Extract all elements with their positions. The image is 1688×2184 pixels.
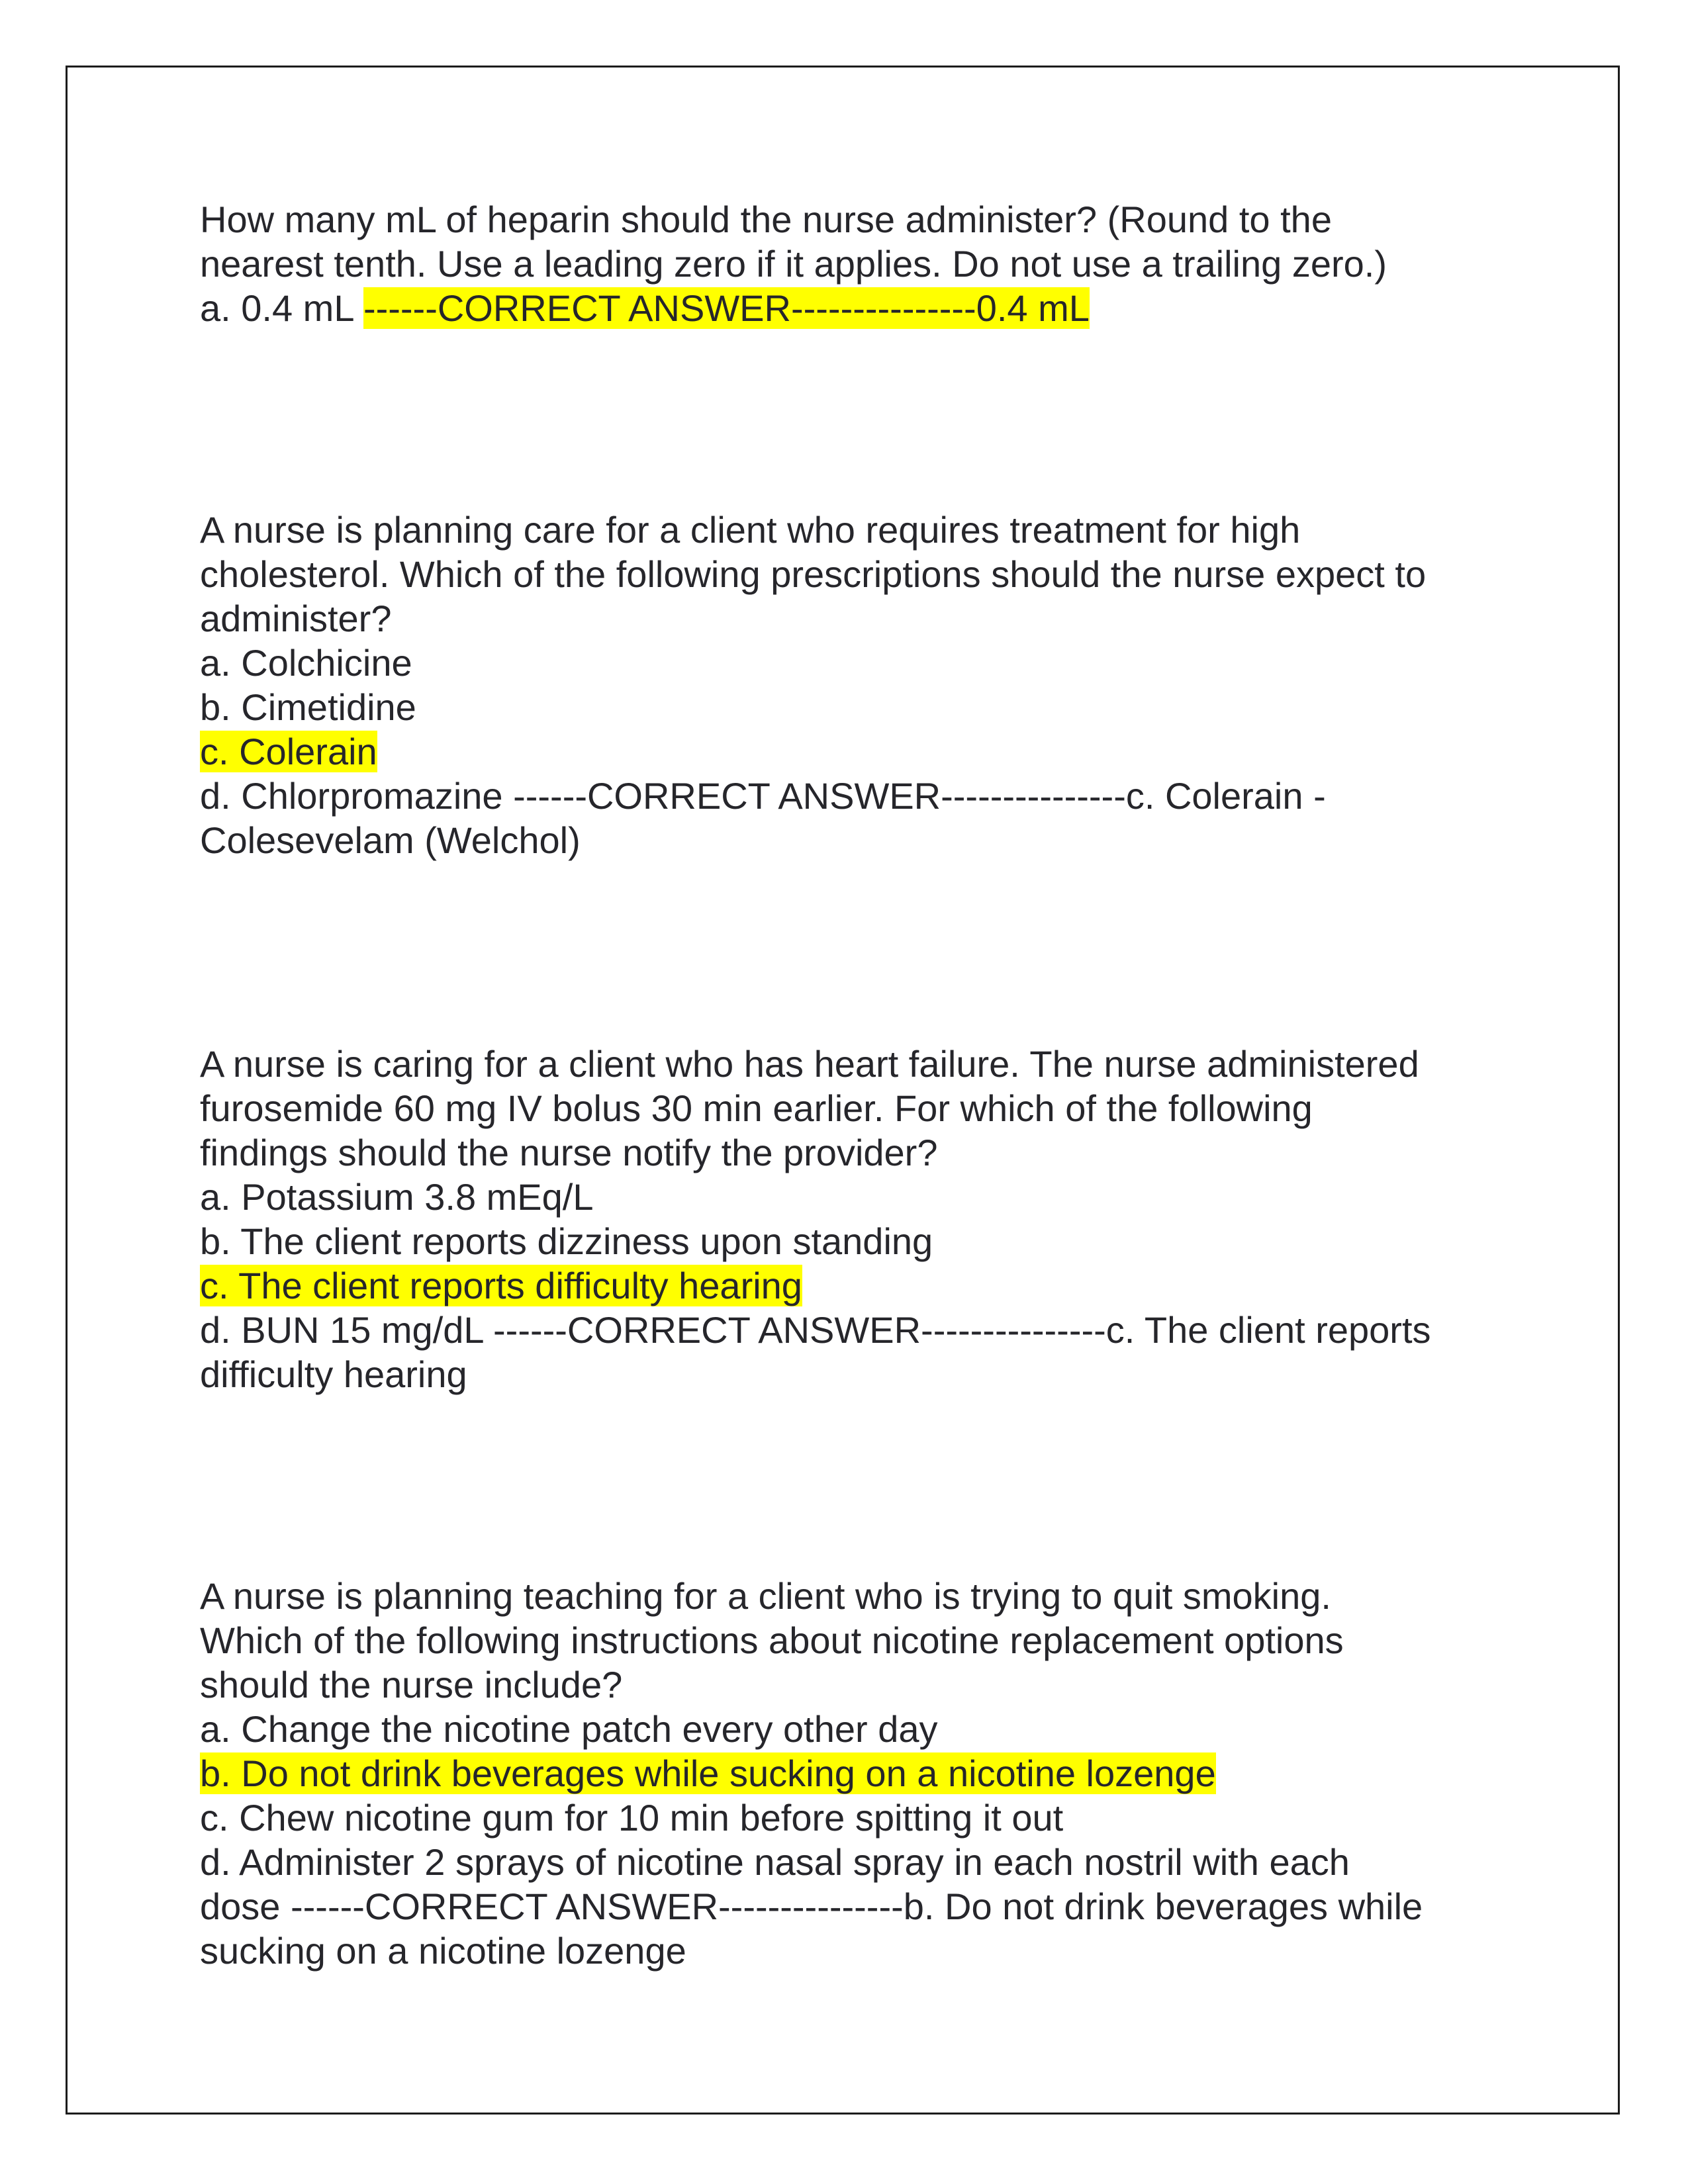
question-text-line: A nurse is planning teaching for a client who is trying to quit smoking. bbox=[200, 1575, 1331, 1617]
question-spacer bbox=[200, 862, 1511, 1042]
correct-answer-highlight: b. Do not drink beverages while sucking on a nicotine lozenge bbox=[200, 1752, 1216, 1794]
answer-option-d: d. BUN 15 mg/dL ------CORRECT ANSWER---------------c. The client reports bbox=[200, 1309, 1431, 1351]
question-text-line: How many mL of heparin should the nurse administer? (Round to the bbox=[200, 199, 1332, 240]
answer-option-c bbox=[200, 1263, 1511, 1308]
question-text-line: A nurse is caring for a client who has heart failure. The nurse administered bbox=[200, 1043, 1419, 1085]
question-text-line: Which of the following instructions about nicotine replacement options bbox=[200, 1619, 1344, 1661]
answer-option-b bbox=[200, 1751, 1511, 1796]
question-text-line: A nurse is planning care for a client who requires treatment for high bbox=[200, 509, 1301, 551]
answer-explanation: sucking on a nicotine lozenge bbox=[200, 1930, 686, 1972]
question-spacer bbox=[200, 1396, 1511, 1574]
correct-answer-highlight: c. The client reports difficulty hearing bbox=[200, 1265, 802, 1306]
correct-answer-highlight: c. Colerain bbox=[200, 731, 377, 772]
answer-option: a. 0.4 mL bbox=[200, 287, 363, 329]
answer-option-a: a. Colchicine bbox=[200, 642, 412, 684]
question-text-line: cholesterol. Which of the following prescriptions should the nurse expect to bbox=[200, 553, 1427, 595]
answer-option-a: a. Change the nicotine patch every other day bbox=[200, 1708, 938, 1750]
answer-option-d: d. Chlorpromazine ------CORRECT ANSWER---------------c. Colerain - bbox=[200, 775, 1326, 817]
question-3 bbox=[200, 1042, 1511, 1396]
question-2 bbox=[200, 508, 1511, 862]
answer-option-c bbox=[200, 729, 1511, 774]
answer-option-d-continued: dose ------CORRECT ANSWER---------------b. Do not drink beverages while bbox=[200, 1886, 1423, 1927]
answer-explanation: Colesevelam (Welchol) bbox=[200, 819, 581, 861]
question-1 bbox=[200, 197, 1511, 330]
question-text-line: furosemide 60 mg IV bolus 30 min earlier. For which of the following bbox=[200, 1087, 1313, 1129]
question-text-line: should the nurse include? bbox=[200, 1664, 623, 1706]
question-text-line: findings should the nurse notify the provider? bbox=[200, 1132, 938, 1173]
answer-option-c: c. Chew nicotine gum for 10 min before spitting it out bbox=[200, 1797, 1064, 1839]
question-4 bbox=[200, 1574, 1511, 1973]
question-spacer bbox=[200, 330, 1511, 508]
question-text-line: nearest tenth. Use a leading zero if it applies. Do not use a trailing zero.) bbox=[200, 243, 1387, 285]
answer-option-a: a. Potassium 3.8 mEq/L bbox=[200, 1176, 594, 1218]
answer-explanation: difficulty hearing bbox=[200, 1353, 467, 1395]
document-body bbox=[200, 197, 1511, 1973]
correct-answer-highlight: ------CORRECT ANSWER---------------0.4 mL bbox=[363, 287, 1090, 329]
answer-line bbox=[200, 286, 1511, 330]
answer-option-b: b. Cimetidine bbox=[200, 686, 416, 728]
answer-option-d: d. Administer 2 sprays of nicotine nasal spray in each nostril with each bbox=[200, 1841, 1350, 1883]
question-text-line: administer? bbox=[200, 598, 392, 639]
answer-option-b: b. The client reports dizziness upon standing bbox=[200, 1220, 933, 1262]
